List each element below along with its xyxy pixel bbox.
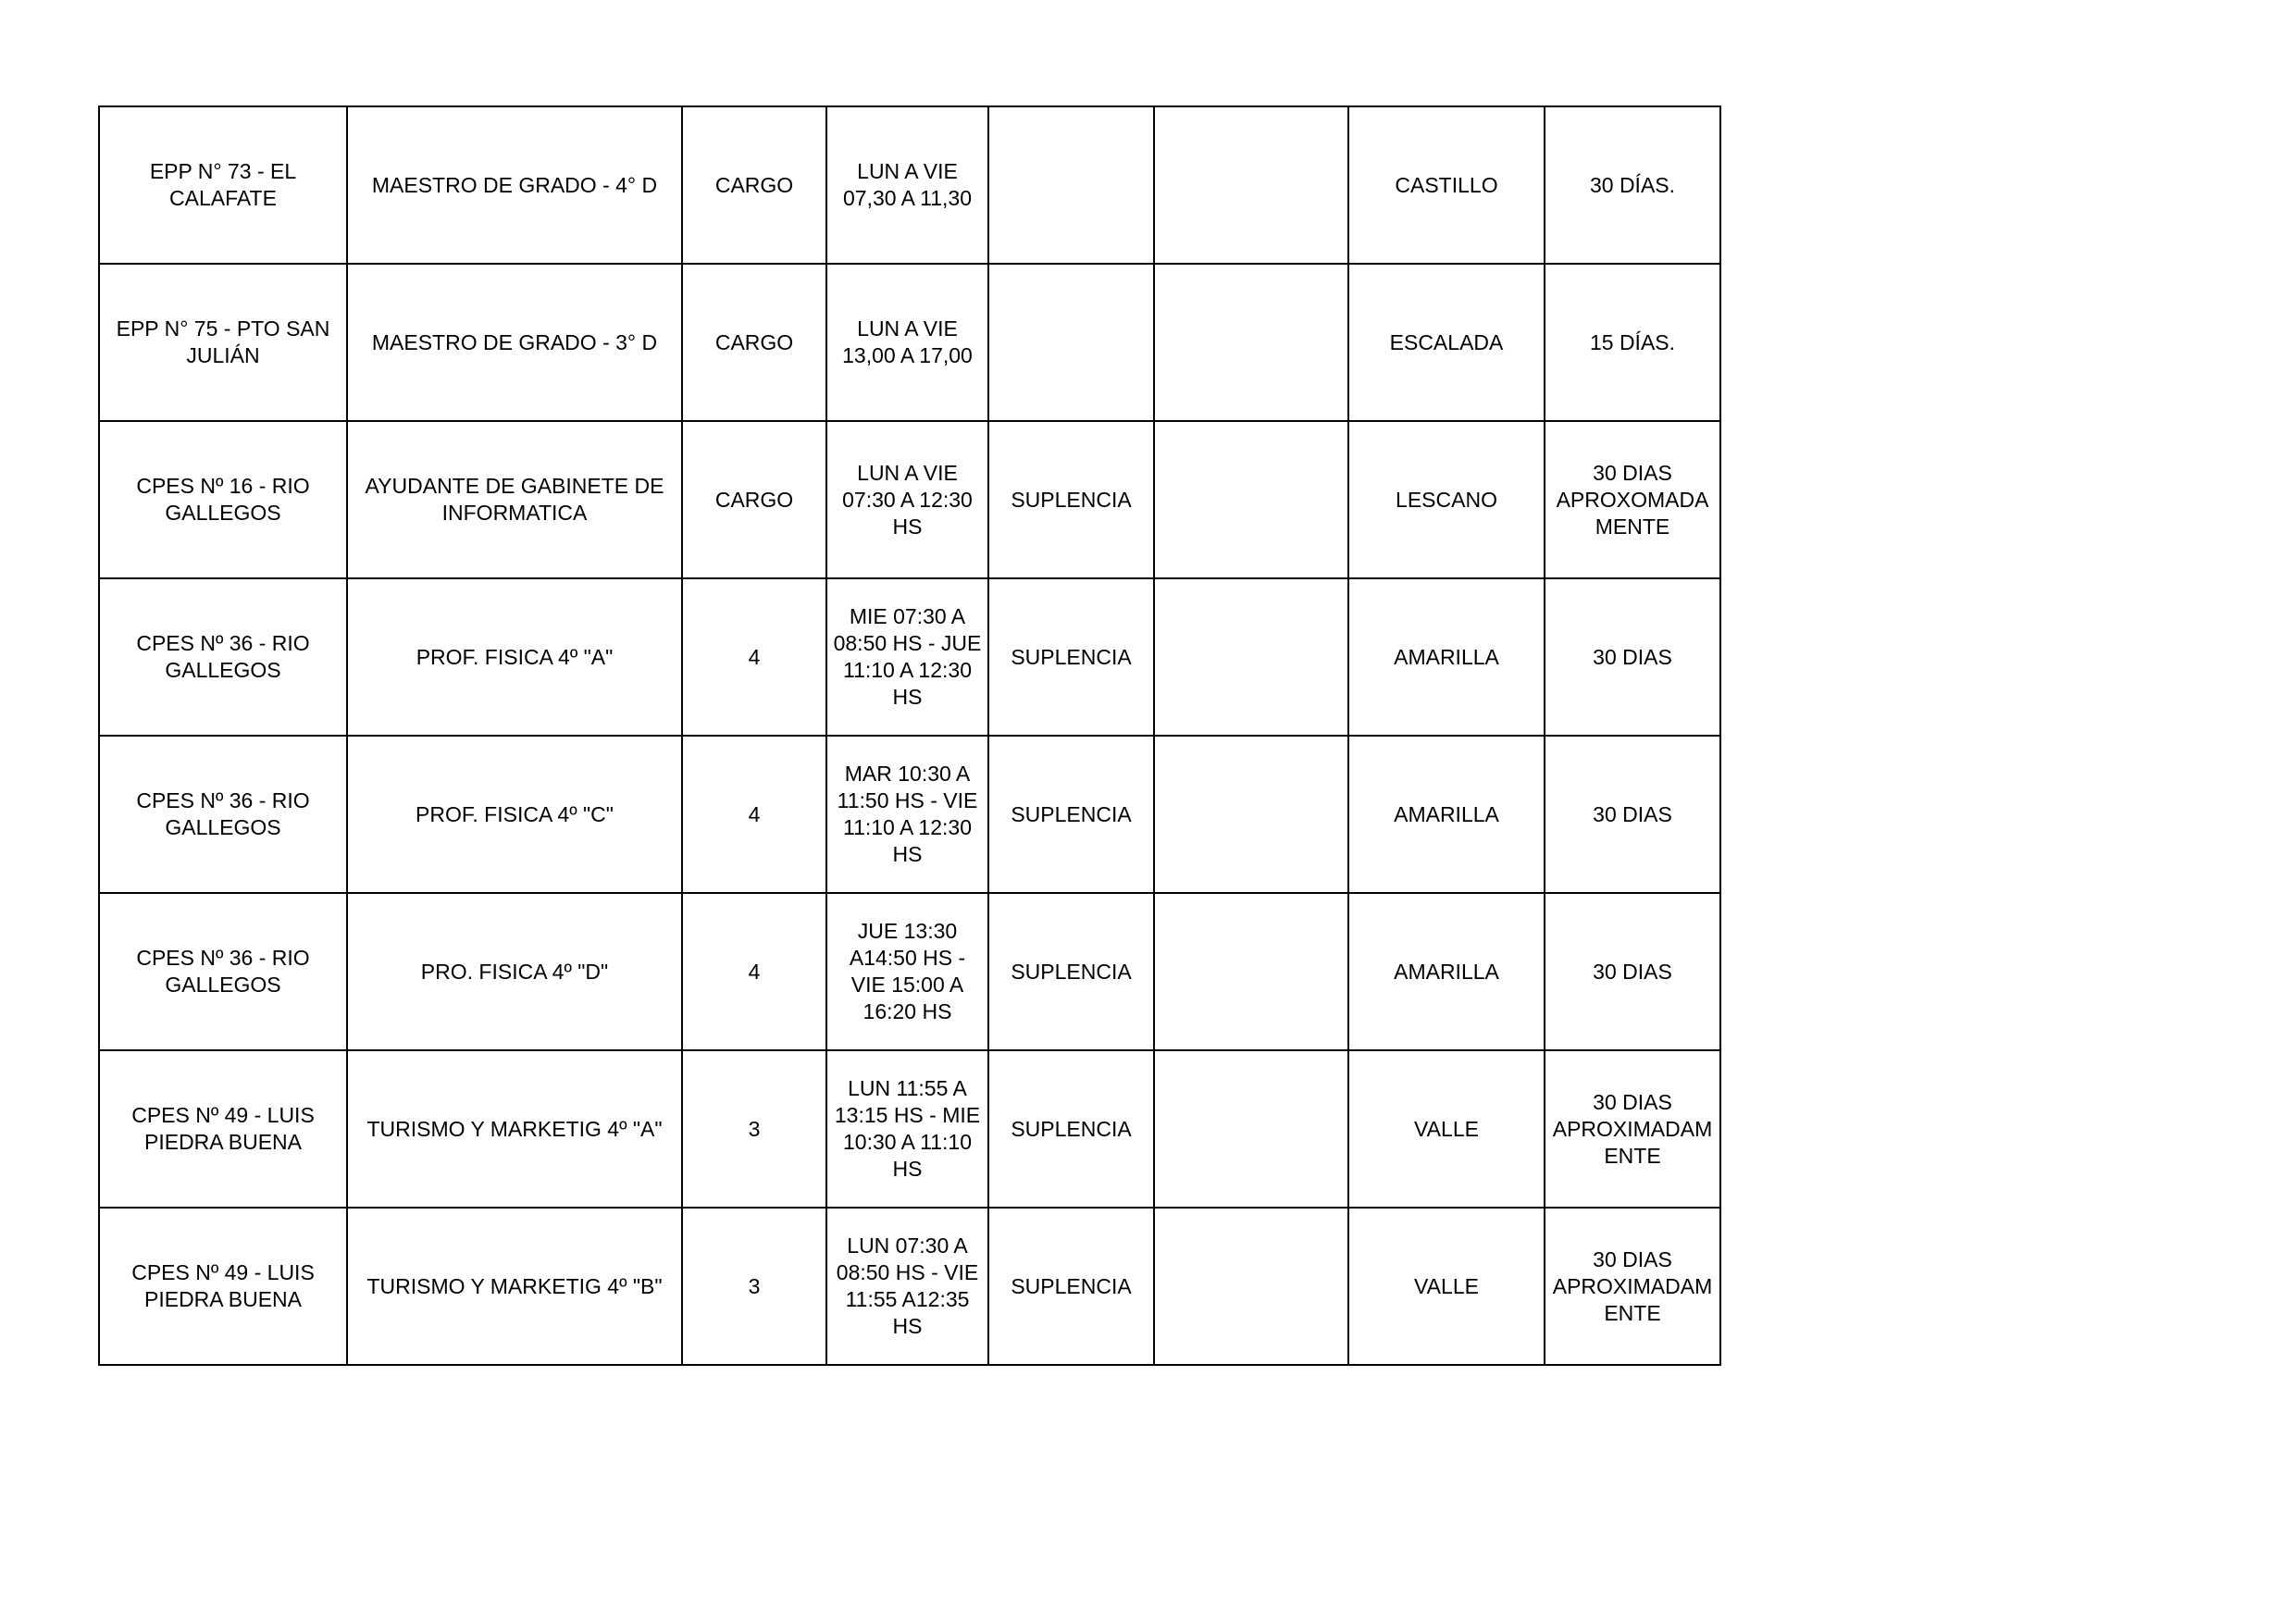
- cell-duracion: 30 DIAS: [1545, 736, 1720, 893]
- cell-cargo: AYUDANTE DE GABINETE DE INFORMATICA: [347, 421, 682, 578]
- cell-cargo: MAESTRO DE GRADO - 3° D: [347, 264, 682, 421]
- table-row: [99, 1050, 1720, 1208]
- cell-horario: LUN 11:55 A 13:15 HS - MIE 10:30 A 11:10 HS: [826, 1050, 988, 1208]
- cell-docente: LESCANO: [1348, 421, 1545, 578]
- cell-extra: [1154, 421, 1348, 578]
- cell-extra: [1154, 578, 1348, 736]
- cell-situacion: SUPLENCIA: [988, 1208, 1154, 1365]
- cell-horario: LUN 07:30 A 08:50 HS - VIE 11:55 A12:35 HS: [826, 1208, 988, 1365]
- cell-duracion: 30 DIAS APROXIMADAM ENTE: [1545, 1050, 1720, 1208]
- cell-extra: [1154, 264, 1348, 421]
- cell-situacion: [988, 106, 1154, 264]
- cell-cargo: TURISMO Y MARKETIG 4º "B": [347, 1208, 682, 1365]
- cell-docente: ESCALADA: [1348, 264, 1545, 421]
- cell-extra: [1154, 106, 1348, 264]
- cell-tipo: 3: [682, 1050, 826, 1208]
- cell-cargo: MAESTRO DE GRADO - 4° D: [347, 106, 682, 264]
- cell-situacion: SUPLENCIA: [988, 421, 1154, 578]
- cell-situacion: SUPLENCIA: [988, 893, 1154, 1050]
- cell-horario: LUN A VIE 07:30 A 12:30 HS: [826, 421, 988, 578]
- cell-situacion: SUPLENCIA: [988, 736, 1154, 893]
- table-row: [99, 578, 1720, 736]
- cell-horario: MIE 07:30 A 08:50 HS - JUE 11:10 A 12:30 HS: [826, 578, 988, 736]
- cell-extra: [1154, 1208, 1348, 1365]
- cell-tipo: CARGO: [682, 106, 826, 264]
- cell-horario: LUN A VIE 13,00 A 17,00: [826, 264, 988, 421]
- cell-situacion: SUPLENCIA: [988, 578, 1154, 736]
- cell-situacion: [988, 264, 1154, 421]
- table-row: [99, 421, 1720, 578]
- cell-cargo: TURISMO Y MARKETIG 4º "A": [347, 1050, 682, 1208]
- cell-duracion: 30 DIAS: [1545, 578, 1720, 736]
- cell-cargo: PROF. FISICA 4º "A": [347, 578, 682, 736]
- vacancies-table: [98, 105, 1721, 1366]
- cell-duracion: 30 DIAS APROXOMADA MENTE: [1545, 421, 1720, 578]
- cell-extra: [1154, 736, 1348, 893]
- cell-situacion: SUPLENCIA: [988, 1050, 1154, 1208]
- cell-docente: VALLE: [1348, 1208, 1545, 1365]
- table-row: [99, 893, 1720, 1050]
- table-row: [99, 106, 1720, 264]
- cell-docente: AMARILLA: [1348, 736, 1545, 893]
- cell-escuela: CPES Nº 36 - RIO GALLEGOS: [99, 736, 347, 893]
- cell-docente: AMARILLA: [1348, 893, 1545, 1050]
- cell-docente: CASTILLO: [1348, 106, 1545, 264]
- table-row: [99, 1208, 1720, 1365]
- cell-escuela: EPP N° 75 - PTO SAN JULIÁN: [99, 264, 347, 421]
- table-row: [99, 264, 1720, 421]
- cell-duracion: 30 DÍAS.: [1545, 106, 1720, 264]
- cell-horario: LUN A VIE 07,30 A 11,30: [826, 106, 988, 264]
- table-row: [99, 736, 1720, 893]
- cell-tipo: CARGO: [682, 421, 826, 578]
- cell-horario: JUE 13:30 A14:50 HS - VIE 15:00 A 16:20 HS: [826, 893, 988, 1050]
- cell-tipo: CARGO: [682, 264, 826, 421]
- cell-horario: MAR 10:30 A 11:50 HS - VIE 11:10 A 12:30 HS: [826, 736, 988, 893]
- cell-extra: [1154, 1050, 1348, 1208]
- cell-tipo: 4: [682, 736, 826, 893]
- cell-tipo: 4: [682, 893, 826, 1050]
- cell-escuela: EPP N° 73 - EL CALAFATE: [99, 106, 347, 264]
- cell-escuela: CPES Nº 16 - RIO GALLEGOS: [99, 421, 347, 578]
- cell-escuela: CPES Nº 49 - LUIS PIEDRA BUENA: [99, 1208, 347, 1365]
- cell-tipo: 3: [682, 1208, 826, 1365]
- cell-cargo: PROF. FISICA 4º "C": [347, 736, 682, 893]
- cell-tipo: 4: [682, 578, 826, 736]
- cell-duracion: 15 DÍAS.: [1545, 264, 1720, 421]
- cell-extra: [1154, 893, 1348, 1050]
- cell-docente: AMARILLA: [1348, 578, 1545, 736]
- cell-cargo: PRO. FISICA 4º "D": [347, 893, 682, 1050]
- cell-escuela: CPES Nº 49 - LUIS PIEDRA BUENA: [99, 1050, 347, 1208]
- cell-escuela: CPES Nº 36 - RIO GALLEGOS: [99, 578, 347, 736]
- cell-docente: VALLE: [1348, 1050, 1545, 1208]
- cell-duracion: 30 DIAS APROXIMADAM ENTE: [1545, 1208, 1720, 1365]
- cell-duracion: 30 DIAS: [1545, 893, 1720, 1050]
- cell-escuela: CPES Nº 36 - RIO GALLEGOS: [99, 893, 347, 1050]
